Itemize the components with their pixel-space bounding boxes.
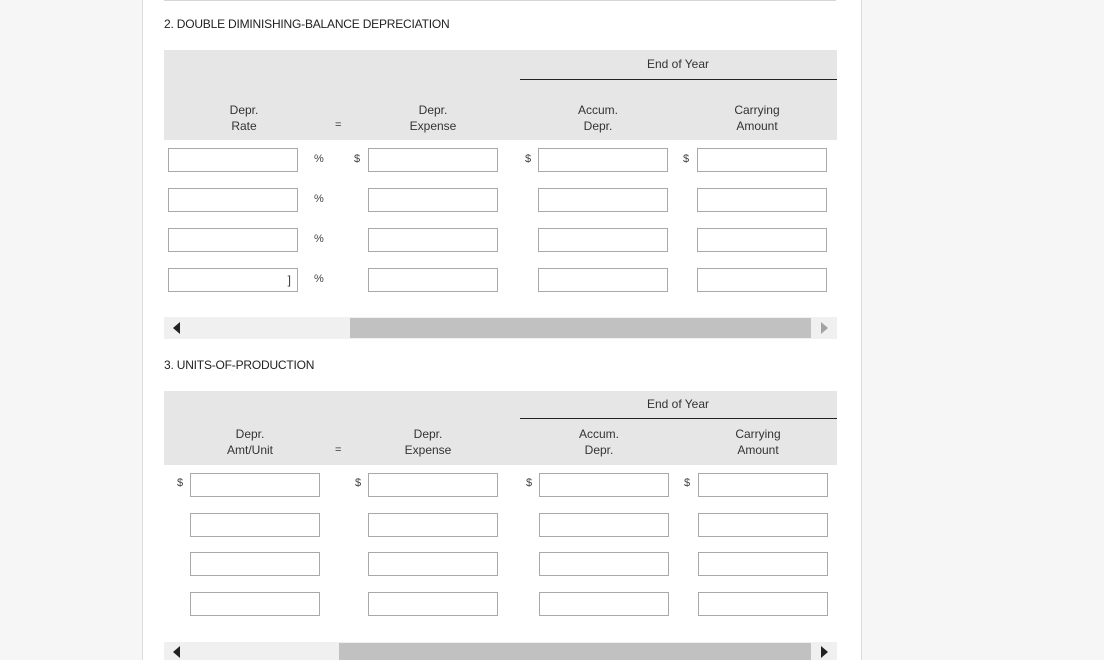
carrying-amount-input[interactable]	[698, 592, 828, 616]
accum-depr-header: Accum. Depr.	[577, 103, 618, 133]
depr-expense-input[interactable]	[368, 188, 498, 212]
carrying-amount-header: Carrying Amount	[735, 427, 781, 457]
carrying-amount-input[interactable]	[698, 473, 828, 497]
accum-depr-header: Accum. Depr.	[578, 427, 619, 457]
uop-horizontal-scrollbar[interactable]	[164, 642, 837, 660]
top-divider	[164, 0, 836, 1]
percent-sign: %	[314, 233, 324, 245]
accum-depr-input[interactable]	[538, 228, 668, 252]
depr-amt-unit-input[interactable]	[190, 513, 320, 537]
equals-sign: =	[335, 119, 342, 131]
percent-sign: %	[314, 153, 324, 165]
scroll-left-icon[interactable]	[173, 646, 180, 658]
depr-rate-input[interactable]	[168, 228, 298, 252]
depr-expense-input[interactable]	[368, 148, 498, 172]
depr-amt-unit-header: Depr. Amt/Unit	[226, 427, 273, 457]
dollar-sign: $	[354, 153, 361, 165]
depr-amt-unit-input[interactable]	[190, 552, 320, 576]
accum-depr-input[interactable]	[539, 592, 669, 616]
ddb-horizontal-scrollbar[interactable]	[164, 317, 837, 339]
depr-expense-input[interactable]	[368, 228, 498, 252]
depr-amt-unit-input[interactable]	[190, 473, 320, 497]
depr-rate-header: Depr. Rate	[229, 103, 259, 133]
depr-expense-header: Depr. Expense	[409, 103, 457, 133]
depr-rate-input[interactable]	[168, 268, 298, 292]
depr-rate-input[interactable]	[168, 148, 298, 172]
depr-expense-header: Depr. Expense	[404, 427, 452, 457]
dollar-sign: $	[355, 477, 362, 489]
depr-expense-input[interactable]	[368, 552, 498, 576]
carrying-amount-input[interactable]	[697, 188, 827, 212]
scrollbar-thumb[interactable]	[339, 643, 811, 660]
dollar-sign: $	[526, 477, 533, 489]
dollar-sign: $	[177, 477, 184, 489]
uop-table-header	[164, 391, 837, 465]
accum-depr-input[interactable]	[539, 552, 669, 576]
end-of-year-rule	[520, 418, 837, 419]
scroll-right-icon[interactable]	[821, 322, 828, 334]
scroll-right-icon[interactable]	[821, 646, 828, 658]
depr-expense-input[interactable]	[368, 268, 498, 292]
accum-depr-input[interactable]	[539, 473, 669, 497]
carrying-amount-input[interactable]	[697, 228, 827, 252]
equals-sign: =	[335, 444, 342, 456]
accum-depr-input[interactable]	[538, 268, 668, 292]
carrying-amount-header: Carrying Amount	[734, 103, 780, 133]
depr-amt-unit-input[interactable]	[190, 592, 320, 616]
accum-depr-input[interactable]	[538, 188, 668, 212]
section-2-title: 2. DOUBLE DIMINISHING-BALANCE DEPRECIATION	[164, 17, 450, 31]
accum-depr-input[interactable]	[538, 148, 668, 172]
accum-depr-input[interactable]	[539, 513, 669, 537]
section-3-title: 3. UNITS-OF-PRODUCTION	[164, 358, 315, 372]
carrying-amount-input[interactable]	[697, 268, 827, 292]
carrying-amount-input[interactable]	[698, 552, 828, 576]
scrollbar-thumb[interactable]	[350, 318, 811, 338]
depr-rate-input[interactable]	[168, 188, 298, 212]
end-of-year-header: End of Year	[646, 397, 710, 411]
depr-expense-input[interactable]	[368, 473, 498, 497]
dollar-sign: $	[684, 477, 691, 489]
scroll-left-icon[interactable]	[173, 322, 180, 334]
carrying-amount-input[interactable]	[697, 148, 827, 172]
dollar-sign: $	[525, 153, 532, 165]
end-of-year-header: End of Year	[646, 57, 710, 71]
ddb-table-header	[164, 50, 837, 140]
percent-sign: %	[314, 193, 324, 205]
depr-expense-input[interactable]	[368, 513, 498, 537]
percent-sign: %	[314, 273, 324, 285]
depr-expense-input[interactable]	[368, 592, 498, 616]
dollar-sign: $	[683, 153, 690, 165]
end-of-year-rule	[520, 79, 837, 80]
carrying-amount-input[interactable]	[698, 513, 828, 537]
